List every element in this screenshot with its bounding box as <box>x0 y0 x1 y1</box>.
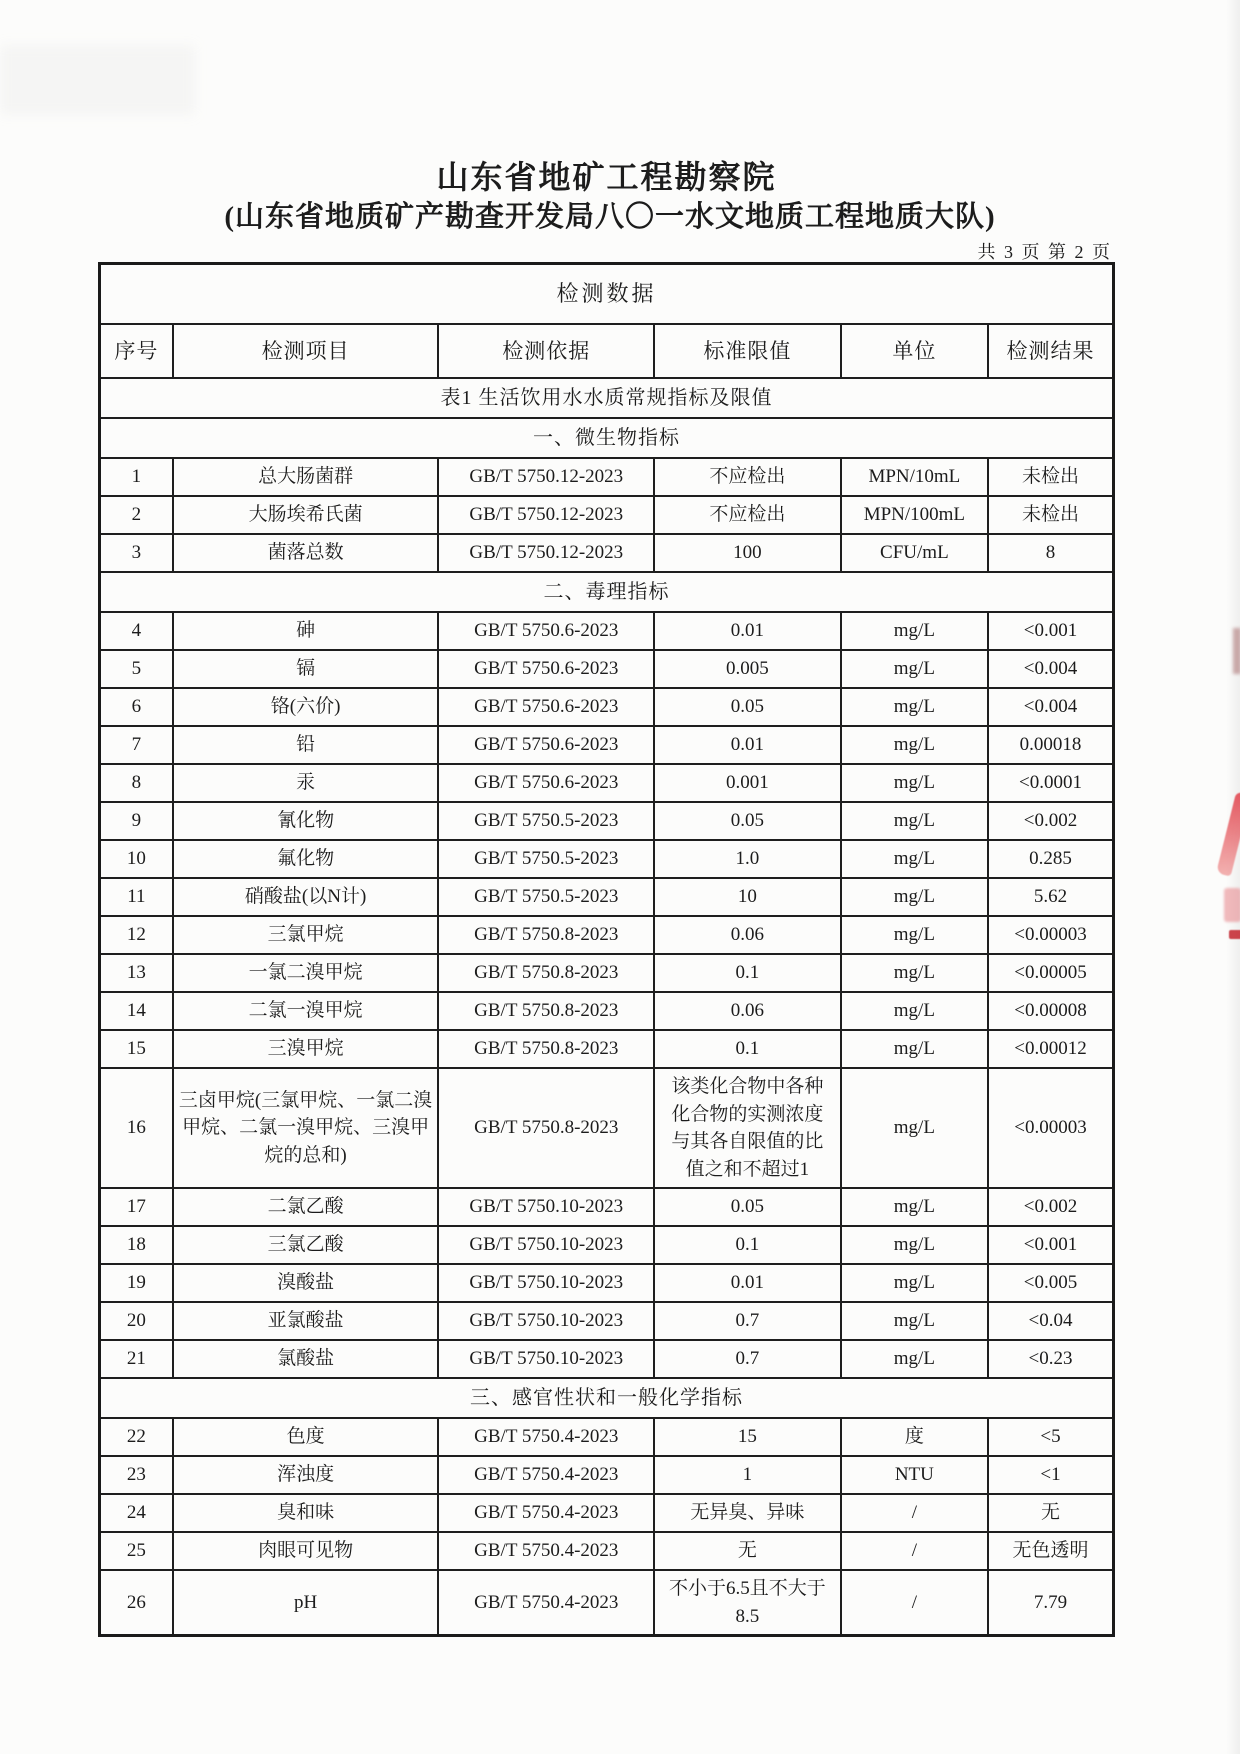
method-cell: GB/T 5750.6-2023 <box>438 688 654 726</box>
item-cell: 三氯甲烷 <box>173 916 439 954</box>
method-cell: GB/T 5750.8-2023 <box>438 1068 654 1188</box>
limit-cell: 1 <box>654 1456 841 1494</box>
row-number-cell: 9 <box>100 802 173 840</box>
method-cell: GB/T 5750.4-2023 <box>438 1532 654 1570</box>
row-number-cell: 10 <box>100 840 173 878</box>
organization-title: 山东省地矿工程勘察院 <box>436 159 777 195</box>
table-row <box>100 1418 1114 1456</box>
unit-cell: mg/L <box>841 650 988 688</box>
column-header-method: 检测依据 <box>438 324 654 378</box>
limit-cell: 0.01 <box>654 612 841 650</box>
result-cell: <0.00005 <box>988 954 1113 992</box>
method-cell: GB/T 5750.10-2023 <box>438 1226 654 1264</box>
row-number-cell: 26 <box>100 1570 173 1636</box>
detection-data-table <box>98 262 1115 1637</box>
result-cell: <0.00003 <box>988 1068 1113 1188</box>
result-cell: <0.00008 <box>988 992 1113 1030</box>
method-cell: GB/T 5750.8-2023 <box>438 992 654 1030</box>
table-row <box>100 1226 1114 1264</box>
row-number-cell: 20 <box>100 1302 173 1340</box>
result-cell: <0.00012 <box>988 1030 1113 1068</box>
unit-cell: mg/L <box>841 1226 988 1264</box>
method-cell: GB/T 5750.8-2023 <box>438 916 654 954</box>
method-cell: GB/T 5750.5-2023 <box>438 840 654 878</box>
result-cell: <0.004 <box>988 650 1113 688</box>
limit-cell: 0.1 <box>654 1030 841 1068</box>
limit-cell: 0.05 <box>654 1188 841 1226</box>
table-row <box>100 534 1114 572</box>
item-cell: 二氯乙酸 <box>173 1188 439 1226</box>
method-cell: GB/T 5750.4-2023 <box>438 1570 654 1636</box>
row-number-cell: 19 <box>100 1264 173 1302</box>
limit-cell: 0.06 <box>654 916 841 954</box>
row-number-cell: 12 <box>100 916 173 954</box>
unit-cell: mg/L <box>841 612 988 650</box>
result-cell: 无色透明 <box>988 1532 1113 1570</box>
item-cell: 铬(六价) <box>173 688 439 726</box>
unit-cell: mg/L <box>841 688 988 726</box>
method-cell: GB/T 5750.6-2023 <box>438 726 654 764</box>
result-cell: <0.23 <box>988 1340 1113 1378</box>
column-header-unit: 单位 <box>841 324 988 378</box>
item-cell: 三溴甲烷 <box>173 1030 439 1068</box>
item-cell: 砷 <box>173 612 439 650</box>
limit-cell: 0.001 <box>654 764 841 802</box>
method-cell: GB/T 5750.8-2023 <box>438 954 654 992</box>
item-cell: 总大肠菌群 <box>173 458 439 496</box>
column-header-item: 检测项目 <box>173 324 439 378</box>
result-cell: 未检出 <box>988 496 1113 534</box>
method-cell: GB/T 5750.6-2023 <box>438 650 654 688</box>
unit-cell: mg/L <box>841 992 988 1030</box>
item-cell: 溴酸盐 <box>173 1264 439 1302</box>
limit-cell: 0.01 <box>654 1264 841 1302</box>
row-number-cell: 6 <box>100 688 173 726</box>
result-cell: 0.285 <box>988 840 1113 878</box>
table-row <box>100 992 1114 1030</box>
row-number-cell: 13 <box>100 954 173 992</box>
method-cell: GB/T 5750.4-2023 <box>438 1456 654 1494</box>
item-cell: 铅 <box>173 726 439 764</box>
limit-cell: 0.1 <box>654 1226 841 1264</box>
page-number-info: 共 3 页 第 2 页 <box>977 242 1112 262</box>
limit-cell: 0.05 <box>654 802 841 840</box>
table-row <box>100 1456 1114 1494</box>
row-number-cell: 15 <box>100 1030 173 1068</box>
result-cell: <0.001 <box>988 1226 1113 1264</box>
result-cell: <0.002 <box>988 802 1113 840</box>
result-cell: <5 <box>988 1418 1113 1456</box>
method-cell: GB/T 5750.12-2023 <box>438 458 654 496</box>
table-row <box>100 1264 1114 1302</box>
unit-cell: mg/L <box>841 802 988 840</box>
detection-table-body <box>100 264 1114 1636</box>
subtable-caption-row <box>100 378 1114 418</box>
item-cell: 菌落总数 <box>173 534 439 572</box>
method-cell: GB/T 5750.12-2023 <box>438 496 654 534</box>
item-cell: 二氯一溴甲烷 <box>173 992 439 1030</box>
method-cell: GB/T 5750.5-2023 <box>438 878 654 916</box>
row-number-cell: 11 <box>100 878 173 916</box>
table-row <box>100 802 1114 840</box>
row-number-cell: 5 <box>100 650 173 688</box>
item-cell: 臭和味 <box>173 1494 439 1532</box>
row-number-cell: 14 <box>100 992 173 1030</box>
row-number-cell: 4 <box>100 612 173 650</box>
limit-cell: 该类化合物中各种化合物的实测浓度与其各自限值的比值之和不超过1 <box>654 1068 841 1188</box>
limit-cell: 0.7 <box>654 1340 841 1378</box>
table-row <box>100 1494 1114 1532</box>
item-cell: 浑浊度 <box>173 1456 439 1494</box>
item-cell: 色度 <box>173 1418 439 1456</box>
section-header-row <box>100 1378 1114 1418</box>
subtable-caption: 表1 生活饮用水水质常规指标及限值 <box>100 378 1114 418</box>
unit-cell: mg/L <box>841 1068 988 1188</box>
row-number-cell: 17 <box>100 1188 173 1226</box>
method-cell: GB/T 5750.4-2023 <box>438 1418 654 1456</box>
item-cell: 一氯二溴甲烷 <box>173 954 439 992</box>
scan-shading <box>0 45 195 115</box>
method-cell: GB/T 5750.10-2023 <box>438 1302 654 1340</box>
table-row <box>100 688 1114 726</box>
method-cell: GB/T 5750.5-2023 <box>438 802 654 840</box>
item-cell: 镉 <box>173 650 439 688</box>
limit-cell: 0.005 <box>654 650 841 688</box>
unit-cell: mg/L <box>841 1030 988 1068</box>
limit-cell: 无 <box>654 1532 841 1570</box>
unit-cell: mg/L <box>841 878 988 916</box>
item-cell: 三氯乙酸 <box>173 1226 439 1264</box>
method-cell: GB/T 5750.10-2023 <box>438 1340 654 1378</box>
result-cell: <1 <box>988 1456 1113 1494</box>
limit-cell: 100 <box>654 534 841 572</box>
result-cell: 0.00018 <box>988 726 1113 764</box>
row-number-cell: 21 <box>100 1340 173 1378</box>
unit-cell: MPN/10mL <box>841 458 988 496</box>
result-cell: <0.04 <box>988 1302 1113 1340</box>
item-cell: 氰化物 <box>173 802 439 840</box>
result-cell: <0.002 <box>988 1188 1113 1226</box>
table-row <box>100 458 1114 496</box>
result-cell: <0.005 <box>988 1264 1113 1302</box>
row-number-cell: 23 <box>100 1456 173 1494</box>
limit-cell: 不应检出 <box>654 458 841 496</box>
row-number-cell: 2 <box>100 496 173 534</box>
row-number-cell: 18 <box>100 1226 173 1264</box>
row-number-cell: 1 <box>100 458 173 496</box>
table-row <box>100 1570 1114 1636</box>
row-number-cell: 16 <box>100 1068 173 1188</box>
unit-cell: mg/L <box>841 1340 988 1378</box>
item-cell: 亚氯酸盐 <box>173 1302 439 1340</box>
result-cell: <0.0001 <box>988 764 1113 802</box>
method-cell: GB/T 5750.10-2023 <box>438 1188 654 1226</box>
table-row <box>100 496 1114 534</box>
limit-cell: 0.06 <box>654 992 841 1030</box>
limit-cell: 1.0 <box>654 840 841 878</box>
unit-cell: mg/L <box>841 840 988 878</box>
result-cell: 7.79 <box>988 1570 1113 1636</box>
unit-cell: NTU <box>841 1456 988 1494</box>
unit-cell: CFU/mL <box>841 534 988 572</box>
unit-cell: / <box>841 1570 988 1636</box>
item-cell: 大肠埃希氏菌 <box>173 496 439 534</box>
item-cell: 汞 <box>173 764 439 802</box>
result-cell: 8 <box>988 534 1113 572</box>
item-cell: 氟化物 <box>173 840 439 878</box>
unit-cell: MPN/100mL <box>841 496 988 534</box>
section-label: 三、感官性状和一般化学指标 <box>100 1378 1114 1418</box>
column-header-seq: 序号 <box>100 324 173 378</box>
limit-cell: 不小于6.5且不大于8.5 <box>654 1570 841 1636</box>
unit-cell: mg/L <box>841 916 988 954</box>
item-cell: 三卤甲烷(三氯甲烷、一氯二溴甲烷、二氯一溴甲烷、三溴甲烷的总和) <box>173 1068 439 1188</box>
column-header-result: 检测结果 <box>988 324 1113 378</box>
section-header-row <box>100 418 1114 458</box>
unit-cell: 度 <box>841 1418 988 1456</box>
item-cell: 肉眼可见物 <box>173 1532 439 1570</box>
table-row <box>100 1340 1114 1378</box>
result-cell: 未检出 <box>988 458 1113 496</box>
item-cell: pH <box>173 1570 439 1636</box>
scan-edge-shading <box>1226 0 1240 1754</box>
method-cell: GB/T 5750.12-2023 <box>438 534 654 572</box>
table-row <box>100 1302 1114 1340</box>
result-cell: 无 <box>988 1494 1113 1532</box>
limit-cell: 0.01 <box>654 726 841 764</box>
table-row <box>100 650 1114 688</box>
limit-cell: 15 <box>654 1418 841 1456</box>
table-row <box>100 726 1114 764</box>
table-row <box>100 1532 1114 1570</box>
method-cell: GB/T 5750.8-2023 <box>438 1030 654 1068</box>
result-cell: <0.00003 <box>988 916 1113 954</box>
unit-cell: mg/L <box>841 954 988 992</box>
method-cell: GB/T 5750.6-2023 <box>438 612 654 650</box>
result-cell: 5.62 <box>988 878 1113 916</box>
limit-cell: 0.1 <box>654 954 841 992</box>
limit-cell: 0.7 <box>654 1302 841 1340</box>
row-number-cell: 25 <box>100 1532 173 1570</box>
table-row <box>100 612 1114 650</box>
section-label: 一、微生物指标 <box>100 418 1114 458</box>
table-header-row <box>100 324 1114 378</box>
limit-cell: 0.05 <box>654 688 841 726</box>
result-cell: <0.001 <box>988 612 1113 650</box>
unit-cell: mg/L <box>841 1188 988 1226</box>
limit-cell: 不应检出 <box>654 496 841 534</box>
method-cell: GB/T 5750.6-2023 <box>438 764 654 802</box>
unit-cell: mg/L <box>841 726 988 764</box>
row-number-cell: 22 <box>100 1418 173 1456</box>
table-title-row <box>100 264 1114 325</box>
result-cell: <0.004 <box>988 688 1113 726</box>
table-row <box>100 878 1114 916</box>
row-number-cell: 24 <box>100 1494 173 1532</box>
table-title: 检测数据 <box>100 264 1114 325</box>
unit-cell: mg/L <box>841 1264 988 1302</box>
section-label: 二、毒理指标 <box>100 572 1114 612</box>
row-number-cell: 8 <box>100 764 173 802</box>
unit-cell: / <box>841 1532 988 1570</box>
table-row <box>100 916 1114 954</box>
unit-cell: mg/L <box>841 1302 988 1340</box>
column-header-limit: 标准限值 <box>654 324 841 378</box>
method-cell: GB/T 5750.10-2023 <box>438 1264 654 1302</box>
table-row <box>100 764 1114 802</box>
table-row <box>100 1188 1114 1226</box>
unit-cell: / <box>841 1494 988 1532</box>
row-number-cell: 7 <box>100 726 173 764</box>
item-cell: 氯酸盐 <box>173 1340 439 1378</box>
unit-cell: mg/L <box>841 764 988 802</box>
table-row <box>100 954 1114 992</box>
limit-cell: 10 <box>654 878 841 916</box>
method-cell: GB/T 5750.4-2023 <box>438 1494 654 1532</box>
table-row <box>100 1068 1114 1188</box>
organization-subtitle: (山东省地质矿产勘查开发局八〇一水文地质工程地质大队) <box>224 201 996 233</box>
row-number-cell: 3 <box>100 534 173 572</box>
limit-cell: 无异臭、异味 <box>654 1494 841 1532</box>
table-row <box>100 840 1114 878</box>
section-header-row <box>100 572 1114 612</box>
table-row <box>100 1030 1114 1068</box>
item-cell: 硝酸盐(以N计) <box>173 878 439 916</box>
